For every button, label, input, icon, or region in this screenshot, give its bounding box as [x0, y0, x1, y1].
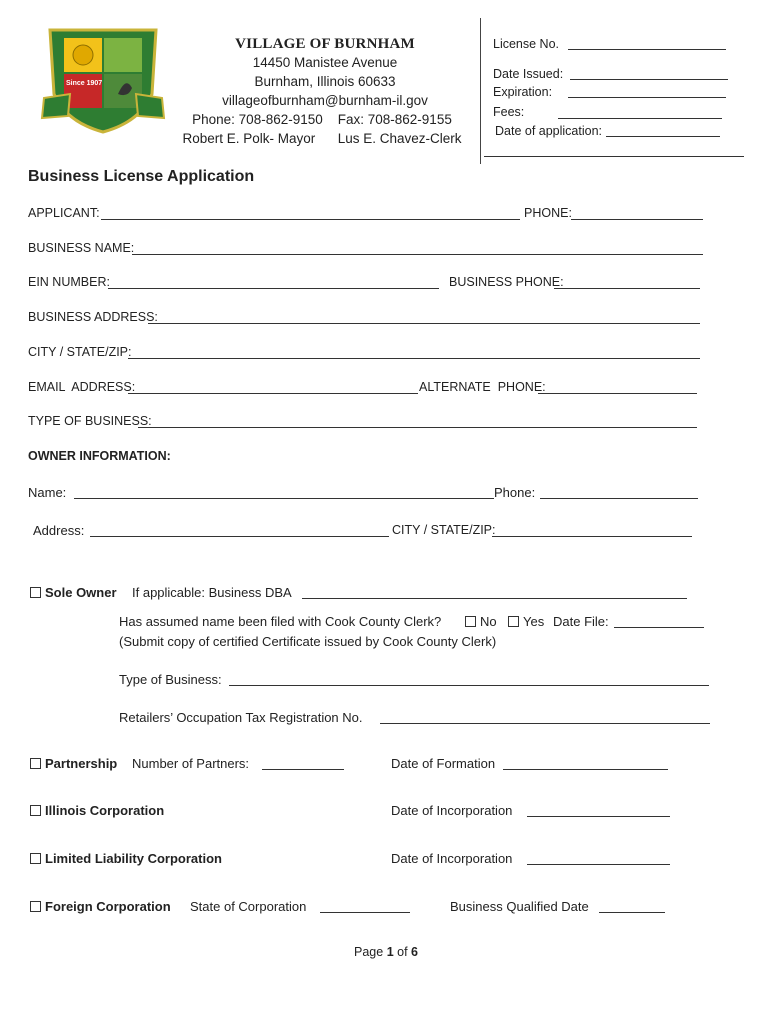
alternate-phone-label: ALTERNATE PHONE: — [419, 380, 546, 394]
foreign-corp-option[interactable] — [30, 899, 171, 914]
number-of-partners-label: Number of Partners: — [132, 756, 250, 771]
fees-label: Fees: — [493, 105, 525, 119]
partnership-option[interactable] — [30, 756, 117, 771]
city-state-zip-label: CITY / STATE/ZIP: — [28, 345, 132, 359]
city-state-zip-field[interactable] — [128, 358, 700, 359]
village-logo — [40, 24, 166, 136]
license-no-field[interactable] — [568, 49, 726, 50]
office-bottom-line — [484, 156, 744, 157]
foreign-corp-label: Foreign Corporation — [45, 899, 171, 914]
llc-checkbox[interactable] — [30, 853, 41, 864]
expiration-label: Expiration: — [493, 85, 553, 99]
village-email: villageofburnham@burnham-il.gov — [222, 93, 428, 108]
office-divider — [480, 18, 481, 164]
business-name-field[interactable] — [132, 254, 703, 255]
llc-option[interactable] — [30, 851, 222, 866]
business-phone-label: BUSINESS PHONE: — [449, 275, 564, 289]
applicant-label: APPLICANT: — [28, 206, 100, 220]
owner-address-label: Address: — [33, 523, 85, 538]
expiration-field[interactable] — [568, 97, 726, 98]
applicant-field[interactable] — [101, 219, 520, 220]
phone-field[interactable] — [571, 219, 703, 220]
llc-incorporation-date-field[interactable] — [527, 864, 670, 865]
date-of-application-label: Date of application: — [495, 124, 603, 138]
owner-city-state-zip-field[interactable] — [492, 536, 692, 537]
license-no-label: License No. — [493, 37, 560, 51]
type-of-business-field[interactable] — [138, 427, 697, 428]
page-prefix: Page — [354, 945, 384, 959]
email-address-label: EMAIL ADDRESS: — [28, 380, 136, 394]
owner-name-label: Name: — [28, 485, 67, 500]
business-phone-field[interactable] — [554, 288, 700, 289]
illinois-corp-checkbox[interactable] — [30, 805, 41, 816]
logo-text: Since 1907 — [66, 80, 103, 87]
date-file-field[interactable] — [614, 627, 704, 628]
page-current: 1 — [386, 945, 394, 959]
retailers-tax-label: Retailers’ Occupation Tax Registration No. — [119, 710, 363, 725]
date-of-formation-field[interactable] — [503, 769, 668, 770]
type-of-business-label: TYPE OF BUSINESS: — [28, 414, 152, 428]
business-name-label: BUSINESS NAME: — [28, 241, 135, 255]
sole-type-of-business-field[interactable] — [229, 685, 709, 686]
sole-owner-option[interactable] — [30, 585, 117, 600]
owner-name-field[interactable] — [74, 498, 494, 499]
dba-label: If applicable: Business DBA — [132, 585, 292, 600]
retailers-tax-field[interactable] — [380, 723, 710, 724]
assumed-no-label: No — [480, 614, 497, 629]
fees-field[interactable] — [558, 118, 722, 119]
llc-incorporation-date-label: Date of Incorporation — [391, 851, 513, 866]
page-number — [354, 945, 418, 959]
foreign-corp-checkbox[interactable] — [30, 901, 41, 912]
phone-label: PHONE: — [524, 206, 572, 220]
assumed-yes-checkbox[interactable] — [508, 616, 519, 627]
assumed-yes-label: Yes — [523, 614, 545, 629]
village-name: VILLAGE OF BURNHAM — [235, 36, 415, 52]
dba-field[interactable] — [302, 598, 687, 599]
owner-info-heading: OWNER INFORMATION: — [28, 449, 171, 463]
form-title: Business License Application — [28, 168, 255, 185]
owner-phone-label: Phone: — [494, 485, 536, 500]
partnership-checkbox[interactable] — [30, 758, 41, 769]
assumed-name-question: Has assumed name been filed with Cook County Clerk? — [119, 614, 442, 629]
ein-number-label: EIN NUMBER: — [28, 275, 110, 289]
phone-fax: Phone: 708-862-9150 Fax: 708-862-9155 — [192, 112, 452, 127]
illinois-corp-label: Illinois Corporation — [45, 803, 165, 818]
date-issued-field[interactable] — [570, 79, 728, 80]
sole-owner-checkbox[interactable] — [30, 587, 41, 598]
illinois-incorporation-date-field[interactable] — [527, 816, 670, 817]
email-address-field[interactable] — [128, 393, 418, 394]
state-of-corporation-label: State of Corporation — [190, 899, 307, 914]
date-of-application-field[interactable] — [606, 136, 720, 137]
ein-number-field[interactable] — [108, 288, 439, 289]
officials: Robert E. Polk- Mayor Lus E. Chavez-Clerk — [182, 131, 462, 146]
owner-address-field[interactable] — [90, 536, 389, 537]
llc-label: Limited Liability Corporation — [45, 851, 222, 866]
page-total: 6 — [411, 945, 418, 959]
date-issued-label: Date Issued: — [493, 67, 564, 81]
assumed-no-checkbox[interactable] — [465, 616, 476, 627]
owner-city-state-zip-label: CITY / STATE/ZIP: — [392, 523, 496, 537]
business-qualified-date-field[interactable] — [599, 912, 665, 913]
certificate-note: (Submit copy of certified Certificate issued by Cook County Clerk) — [119, 634, 497, 649]
alternate-phone-field[interactable] — [538, 393, 697, 394]
assumed-yes-option[interactable] — [508, 614, 544, 629]
illinois-corp-option[interactable] — [30, 803, 164, 818]
business-address-label: BUSINESS ADDRESS: — [28, 310, 158, 324]
sole-owner-label: Sole Owner — [45, 585, 117, 600]
owner-phone-field[interactable] — [540, 498, 698, 499]
illinois-incorporation-date-label: Date of Incorporation — [391, 803, 513, 818]
partnership-label: Partnership — [45, 756, 118, 771]
number-of-partners-field[interactable] — [262, 769, 344, 770]
address-line-2: Burnham, Illinois 60633 — [254, 74, 396, 89]
address-line-1: 14450 Manistee Avenue — [252, 55, 398, 70]
business-address-field[interactable] — [148, 323, 700, 324]
state-of-corporation-field[interactable] — [320, 912, 410, 913]
sole-type-of-business-label: Type of Business: — [119, 672, 222, 687]
assumed-no-option[interactable] — [465, 614, 497, 629]
page-of: of — [397, 945, 408, 959]
date-of-formation-label: Date of Formation — [391, 756, 496, 771]
business-qualified-date-label: Business Qualified Date — [450, 899, 589, 914]
date-file-label: Date File: — [553, 614, 609, 629]
